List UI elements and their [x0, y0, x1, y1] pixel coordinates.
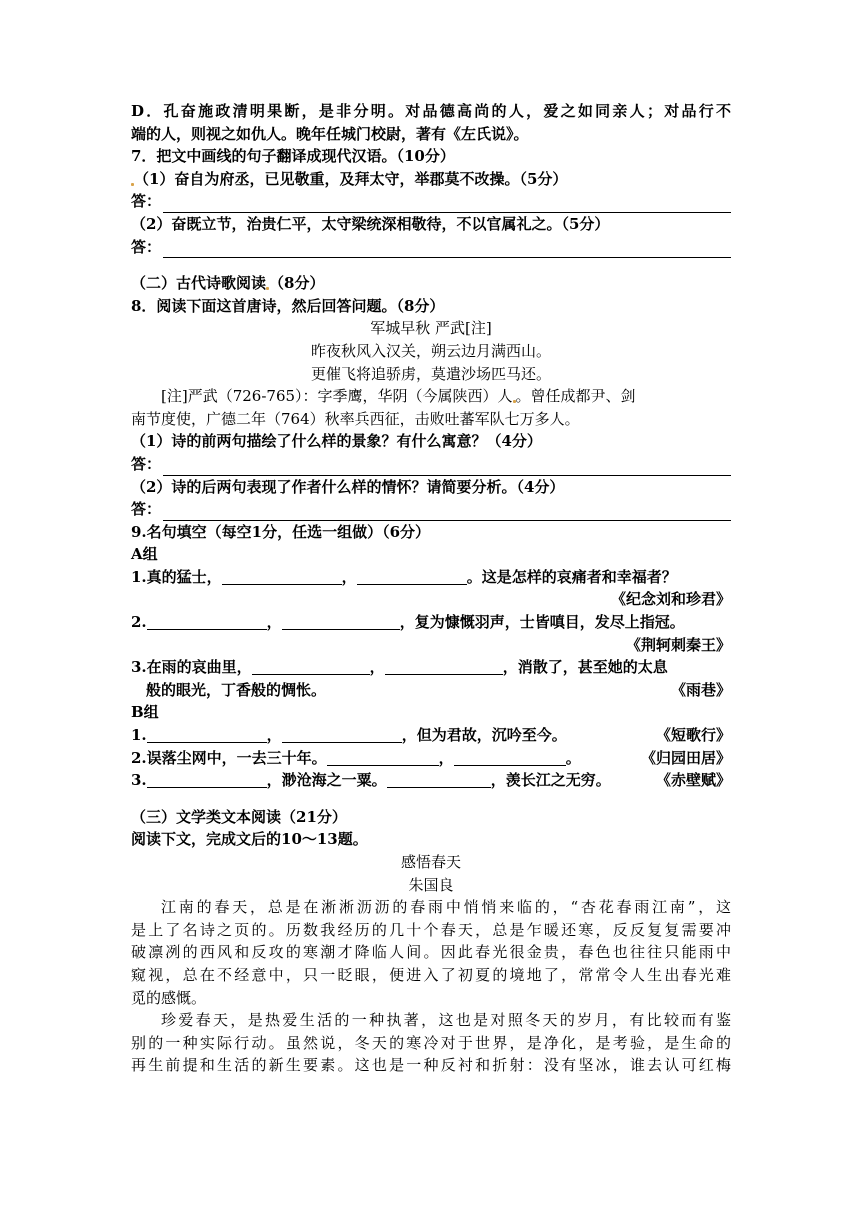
- fill-blank[interactable]: [222, 569, 342, 585]
- article-p1-line5: 觅的感慨。: [131, 988, 207, 1007]
- poem-note-a: [注]严武（726-765）：字季鹰，华阴（今属陕西）人: [161, 387, 513, 406]
- q9-a2: [131, 611, 731, 634]
- fill-text: ，复为慷慨羽声，士皆嗔目，发尽上指冠。: [399, 613, 685, 632]
- fill-blank[interactable]: [282, 727, 402, 743]
- answer-line[interactable]: [163, 197, 731, 213]
- fill-text: ，羡长江之无穷。: [490, 771, 611, 790]
- article-author: 朱国良: [408, 875, 454, 894]
- q7-sentence-1: [131, 168, 731, 191]
- section-3-intro: 阅读下文，完成文后的10～13题。: [131, 830, 368, 849]
- section-2-heading-b: 读: [251, 274, 267, 293]
- article-title: 感悟春天: [400, 853, 461, 871]
- fill-text: 。: [565, 748, 581, 767]
- fill-text: 般的眼光，丁香般的惆怅。: [146, 680, 327, 699]
- fill-text: ，: [266, 613, 282, 632]
- section-2-heading-c: （8分）: [269, 274, 325, 293]
- fill-text: 1.真的猛士，: [131, 567, 222, 586]
- section-2-heading-a: （二）古代诗歌阅: [131, 274, 252, 293]
- fill-blank[interactable]: [252, 659, 370, 675]
- answer-label: 答：: [131, 454, 162, 473]
- q9-title: 9.名句填空（每空1分，任选一组做）（6分）: [131, 522, 431, 541]
- answer-label: 答：: [131, 192, 162, 211]
- article-p1-line4: 窥视，总在不经意中，只一眨眼，便进入了初夏的境地了，常常令人生出春光难: [131, 965, 731, 984]
- source-title: 《归园田居》: [640, 748, 731, 767]
- poem-title: 军城早秋 严武[注]: [370, 319, 492, 338]
- exam-page: [131, 100, 731, 1077]
- source-title: 《纪念刘和珍君》: [610, 590, 731, 609]
- source-title: 《短歌行》: [655, 726, 731, 745]
- q9-a2-source-line: [131, 634, 731, 657]
- source-title: 《荆轲刺秦王》: [625, 635, 731, 654]
- poem-line-2: 更催飞将追骄虏，莫遣沙场匹马还。: [310, 364, 551, 383]
- q9-b1: [131, 724, 731, 747]
- fill-blank[interactable]: [454, 750, 566, 766]
- fill-blank[interactable]: [147, 614, 267, 630]
- section-3-heading: （三）文学类文本阅读（21分）: [131, 807, 347, 826]
- article-p1-line2: 是上了名诗之页的。历数我经历的几十个春天，总是乍暖还寒，反反复复需要冲: [131, 920, 731, 939]
- answer-label: 答：: [131, 500, 162, 519]
- q7-answer-2[interactable]: [131, 236, 731, 259]
- q9-a1-source-line: [131, 588, 731, 611]
- article-p2-line2: 别的一种实际行动。虽然说，冬天的寒冷对于世界，是净化，是考验，是生命的: [131, 1033, 731, 1052]
- poem-line-1: 昨夜秋风入汉关，朔云边月满西山。: [310, 341, 551, 360]
- q8-answer-1[interactable]: [131, 453, 731, 476]
- q7-title: 7．把文中画线的句子翻译成现代汉语。（10分）: [131, 147, 455, 166]
- source-title: 《雨巷》: [670, 680, 731, 699]
- article-p2-line3: 再生前提和生活的新生要素。这也是一种反衬和折射：没有坚冰，谁去认可红梅: [131, 1056, 731, 1075]
- answer-label: 答：: [131, 237, 162, 256]
- fill-text: 。这是怎样的哀痛者和幸福者？: [466, 567, 677, 586]
- group-a-label: A组: [131, 545, 158, 564]
- q7-sentence-1-text: （1）奋自为府丞，已见敬重，及拜太守，举郡莫不改操。（5分）: [134, 169, 568, 188]
- fill-text: ，消散了，甚至她的太息: [502, 658, 668, 677]
- answer-line[interactable]: [163, 242, 731, 258]
- q9-b3: [131, 769, 731, 792]
- q7-answer-1[interactable]: [131, 190, 731, 213]
- poem-note-line2: 南节度使，广德二年（764）秋率兵西征，击败吐蕃军队七万多人。: [131, 409, 580, 428]
- fill-text: ，: [341, 567, 357, 586]
- source-title: 《赤壁赋》: [655, 771, 731, 790]
- fill-text: 3.: [131, 771, 147, 790]
- q7-sentence-2: （2）奋既立节，治贵仁平，太守梁统深相敬待，不以官属礼之。（5分）: [131, 214, 610, 233]
- answer-line[interactable]: [163, 460, 731, 476]
- q6-option-d-line2: 端的人，则视之如仇人。晚年任城门校尉，著有《左氏说》。: [131, 124, 529, 143]
- fill-blank[interactable]: [282, 614, 400, 630]
- poem-note-line1: [131, 385, 731, 408]
- fill-blank[interactable]: [147, 727, 267, 743]
- q8-title: 8．阅读下面这首唐诗，然后回答问题。（8分）: [131, 296, 445, 315]
- fill-text: 2.: [131, 613, 147, 632]
- q9-a3-line2: [131, 679, 731, 702]
- fill-blank[interactable]: [147, 772, 267, 788]
- q9-a3: [131, 656, 731, 679]
- fill-text: ，但为君故，沉吟至今。: [401, 726, 567, 745]
- fill-text: ，: [369, 658, 385, 677]
- section-2-heading: [131, 272, 731, 295]
- poem-note-b: 。曾任成都尹、剑: [515, 387, 636, 406]
- fill-text: ，: [266, 726, 282, 745]
- fill-text: 2.误落尘网中，一去三十年。: [131, 748, 327, 767]
- fill-text: 3.在雨的哀曲里，: [131, 658, 252, 677]
- article-p2-line1: 珍爱春天，是热爱生活的一种执著，这也是对照冬天的岁月，有比较而有鉴: [161, 1011, 731, 1030]
- fill-blank[interactable]: [387, 772, 491, 788]
- q9-b2: [131, 747, 731, 770]
- article-p1-line1: 江南的春天，总是在淅淅沥沥的春雨中悄悄来临的，“杏花春雨江南”，这: [161, 898, 731, 917]
- fill-text: ，渺沧海之一粟。: [266, 771, 387, 790]
- answer-line[interactable]: [163, 505, 731, 521]
- q9-a1: [131, 566, 731, 589]
- q8-sub-1: （1）诗的前两句描绘了什么样的景象？有什么寓意？（4分）: [131, 432, 542, 451]
- q8-answer-2[interactable]: [131, 498, 731, 521]
- article-p1-line3: 破凛冽的西风和反攻的寒潮才降临人间。因此春光很金贵，春色也往往只能雨中: [131, 943, 731, 962]
- fill-text: ，: [438, 748, 454, 767]
- q6-option-d-line1: D．孔奋施政清明果断，是非分明。对品德高尚的人，爱之如同亲人；对品行不: [131, 102, 731, 120]
- group-b-label: B组: [131, 703, 159, 722]
- fill-blank[interactable]: [357, 569, 467, 585]
- fill-blank[interactable]: [385, 659, 503, 675]
- q8-sub-2: （2）诗的后两句表现了作者什么样的情怀？请简要分析。（4分）: [131, 477, 565, 496]
- fill-blank[interactable]: [327, 750, 439, 766]
- fill-text: 1.: [131, 726, 147, 745]
